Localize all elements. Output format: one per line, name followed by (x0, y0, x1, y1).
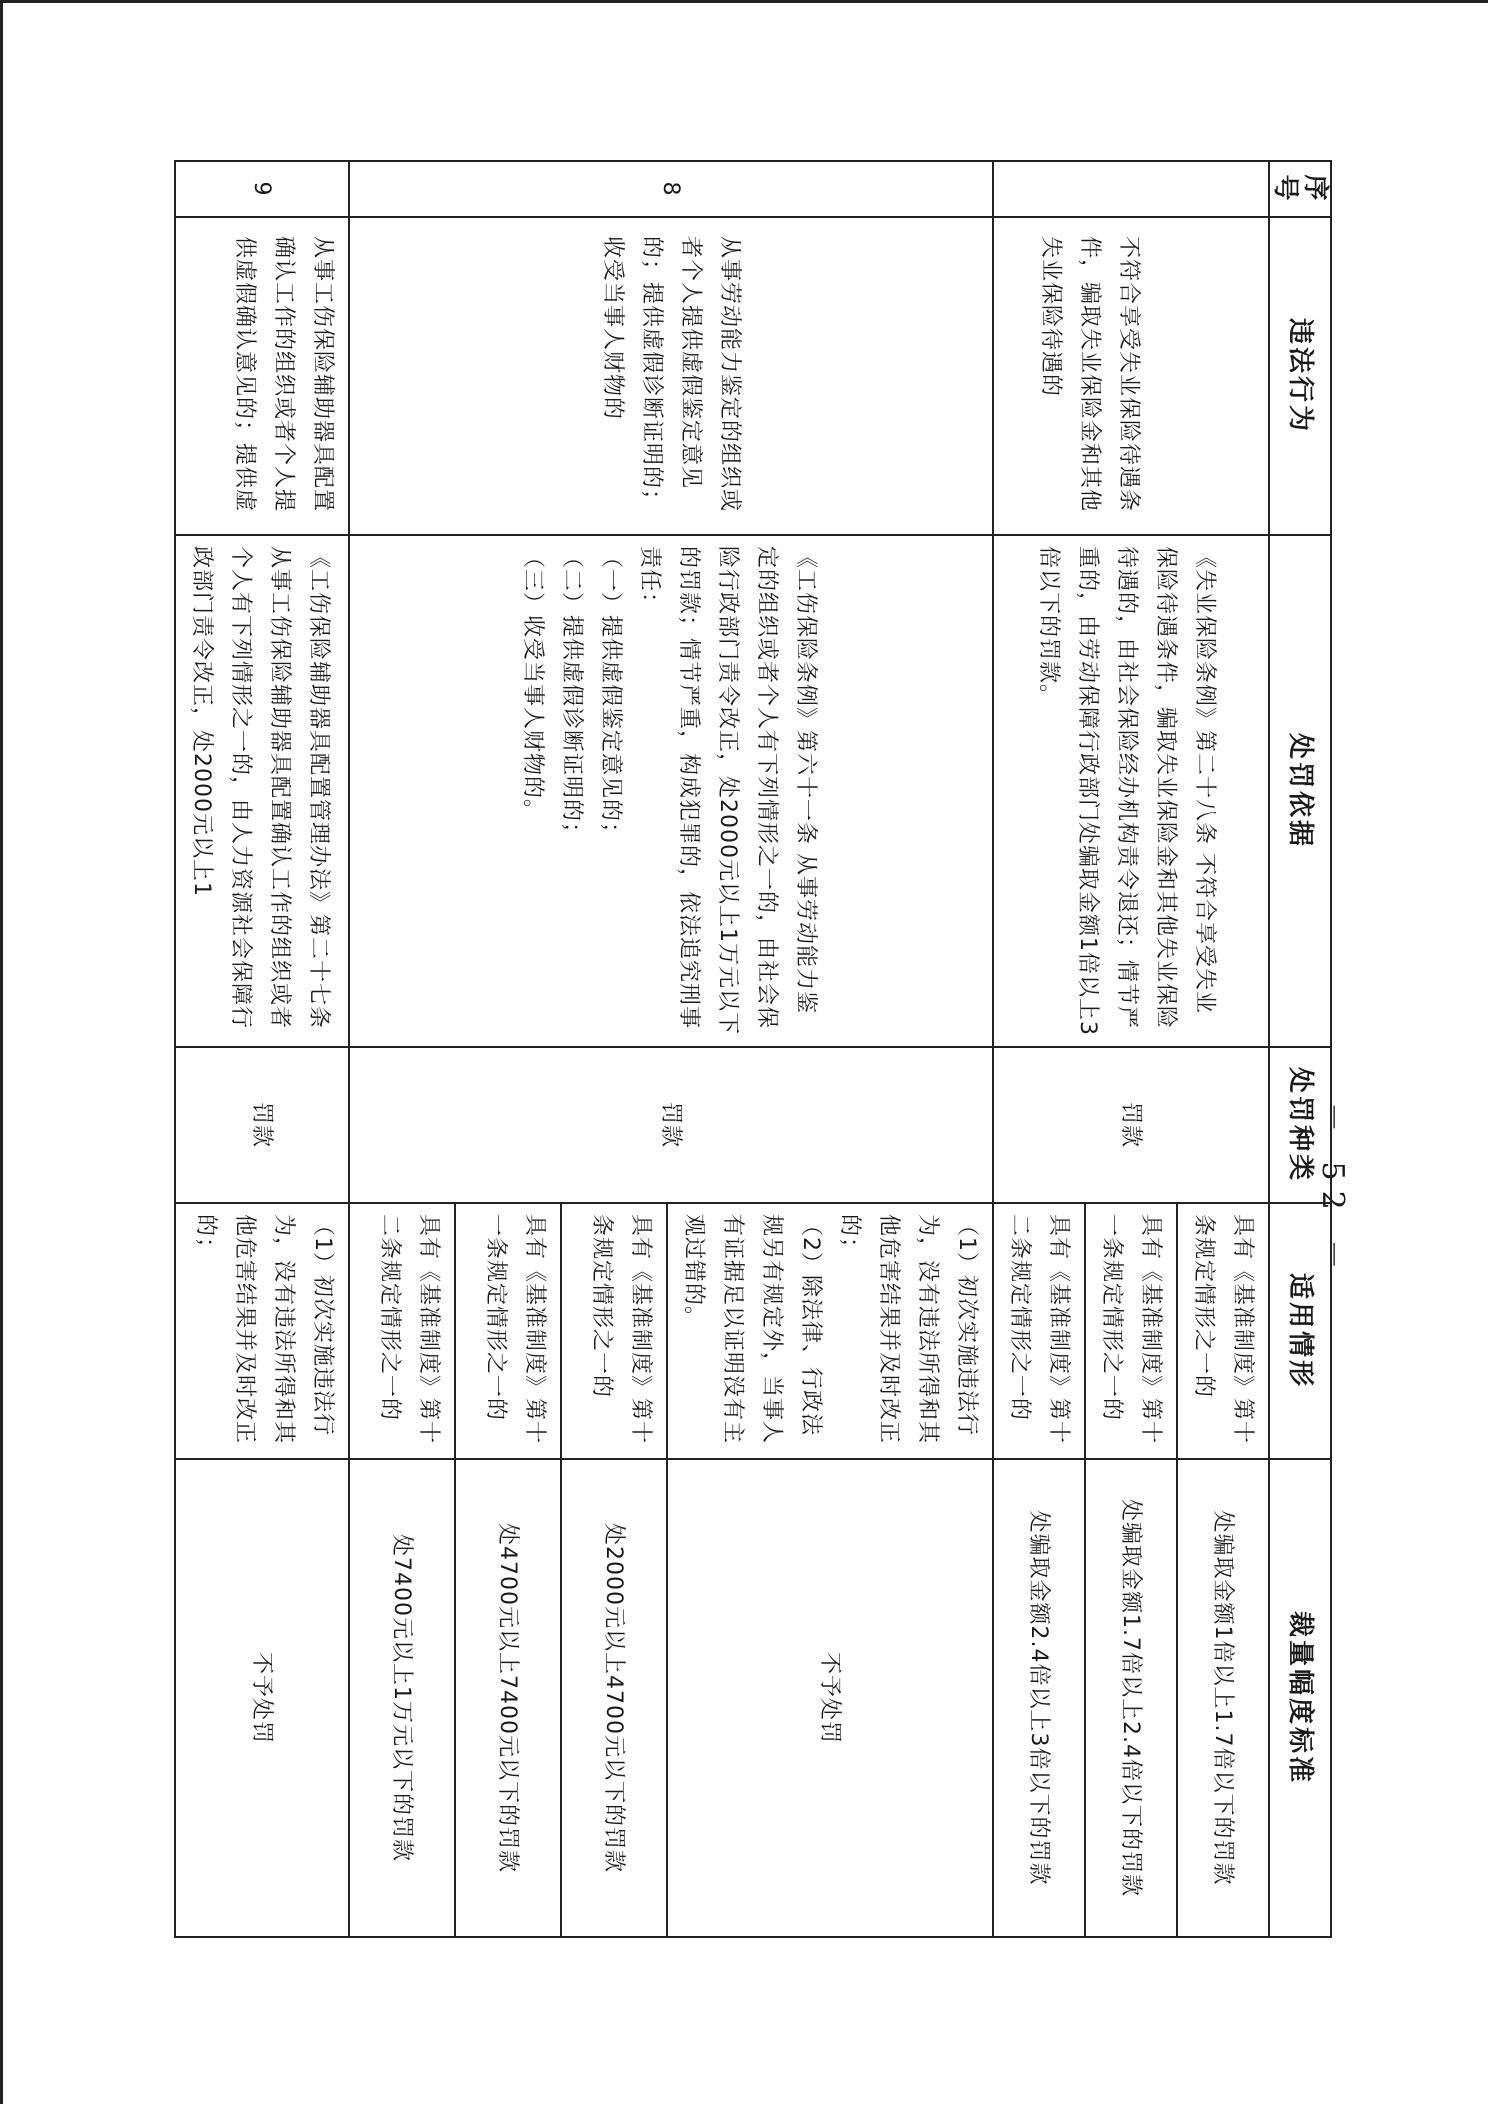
header-type: 处罚种类 (1269, 1047, 1331, 1203)
scenario-cell: 具有《基准制度》第十一条规定情形之一的 (455, 1203, 561, 1459)
standard-cell: 处7400元以上1万元以下的罚款 (349, 1459, 455, 1937)
act-cell: 从事工伤保险辅助器具配置确认工作的组织或者个人提供虚假确认意见的；提供虚 (175, 217, 349, 535)
act-cell: 不符合享受失业保险待遇条件，骗取失业保险金和其他失业保险待遇的 (993, 217, 1269, 535)
header-seq: 序号 (1269, 161, 1331, 217)
basis-cell (993, 535, 1269, 1047)
scenario-item: （1）初次实施违法行为，没有违法所得和其他危害结果并及时改正的； (193, 1214, 335, 1445)
basis-paragraph: 《失业保险条例》第二十八条 不符合享受失业保险待遇条件，骗取失业保险金和其他失业保险待遇的，由社会保险经办机构责令退还；情节严重的，由劳动保障行政部门处骗取金额1倍以上3倍以下的罚款。 (1036, 546, 1217, 1036)
scenario-cell (175, 1203, 349, 1459)
act-cell: 从事劳动能力鉴定的组织或者个人提供虚假鉴定意见的；提供虚假诊断证明的；收受当事人财物的 (349, 217, 993, 535)
seq-cell: 9 (175, 161, 349, 217)
standard-cell: 处2000元以上4700元以下的罚款 (561, 1459, 667, 1937)
table-row (175, 161, 349, 1937)
header-act: 违法行为 (1269, 217, 1331, 535)
scenario-cell: 具有《基准制度》第十条规定情形之一的 (1177, 1203, 1269, 1459)
seq-cell (993, 161, 1269, 217)
scenario-cell: 具有《基准制度》第十二条规定情形之一的 (993, 1203, 1085, 1459)
standard-cell: 不予处罚 (175, 1459, 349, 1937)
header-standard: 裁量幅度标准 (1269, 1459, 1331, 1937)
scenario-cell (667, 1203, 993, 1459)
basis-cell (175, 535, 349, 1047)
type-cell: 罚款 (349, 1047, 993, 1203)
standard-cell: 处骗取金额1.7倍以上2.4倍以下的罚款 (1085, 1459, 1177, 1937)
type-cell: 罚款 (175, 1047, 349, 1203)
basis-item: （一）提供虚假鉴定意见的； (598, 546, 623, 846)
penalty-discretion-table (174, 160, 1332, 1938)
header-basis: 处罚依据 (1269, 535, 1331, 1047)
basis-item: （二）提供虚假诊断证明的； (559, 546, 584, 846)
table-row (667, 161, 993, 1937)
table-row (1177, 161, 1269, 1937)
scenario-item: （1）初次实施违法行为，没有违法所得和其他危害结果并及时改正的； (837, 1214, 979, 1445)
header-scenario: 适用情形 (1269, 1203, 1331, 1459)
header-row (1269, 161, 1331, 1937)
standard-cell: 处骗取金额1倍以上1.7倍以下的罚款 (1177, 1459, 1269, 1937)
scenario-cell: 具有《基准制度》第十一条规定情形之一的 (1085, 1203, 1177, 1459)
basis-paragraph: 《工伤保险条例》第六十一条 从事劳动能力鉴定的组织或者个人有下列情形之一的，由社会保险行政部门责令改正，处2000元以上1万元以下的罚款；情节严重，构成犯罪的，依法追究刑事责任： (637, 546, 818, 1035)
basis-item: （三）收受当事人财物的。 (520, 546, 545, 823)
page-edge-left (0, 0, 3, 2104)
scenario-cell: 具有《基准制度》第十二条规定情形之一的 (349, 1203, 455, 1459)
standard-cell: 处4700元以上7400元以下的罚款 (455, 1459, 561, 1937)
scenario-item: （2）除法律、行政法规另有规定外，当事人有证据足以证明没有主观过错的。 (681, 1214, 823, 1445)
seq-cell: 8 (349, 161, 993, 217)
scenario-cell: 具有《基准制度》第十条规定情形之一的 (561, 1203, 667, 1459)
standard-cell: 处骗取金额2.4倍以上3倍以下的罚款 (993, 1459, 1085, 1937)
table-viewport (189, 160, 1332, 1936)
page-number: － 52 － (1315, 1102, 1350, 1280)
page-edge-top (0, 0, 1488, 3)
basis-paragraph: 《工伤保险辅助器具配置管理办法》第二十七条从事工伤保险辅助器具配置确认工作的组织或者个人有下列情形之一的，由人力资源社会保障行政部门责令改正，处2000元以上1 (189, 546, 331, 1030)
rotated-table-wrapper (189, 160, 1332, 1936)
basis-cell (349, 535, 993, 1047)
type-cell: 罚款 (993, 1047, 1269, 1203)
standard-cell: 不予处罚 (667, 1459, 993, 1937)
